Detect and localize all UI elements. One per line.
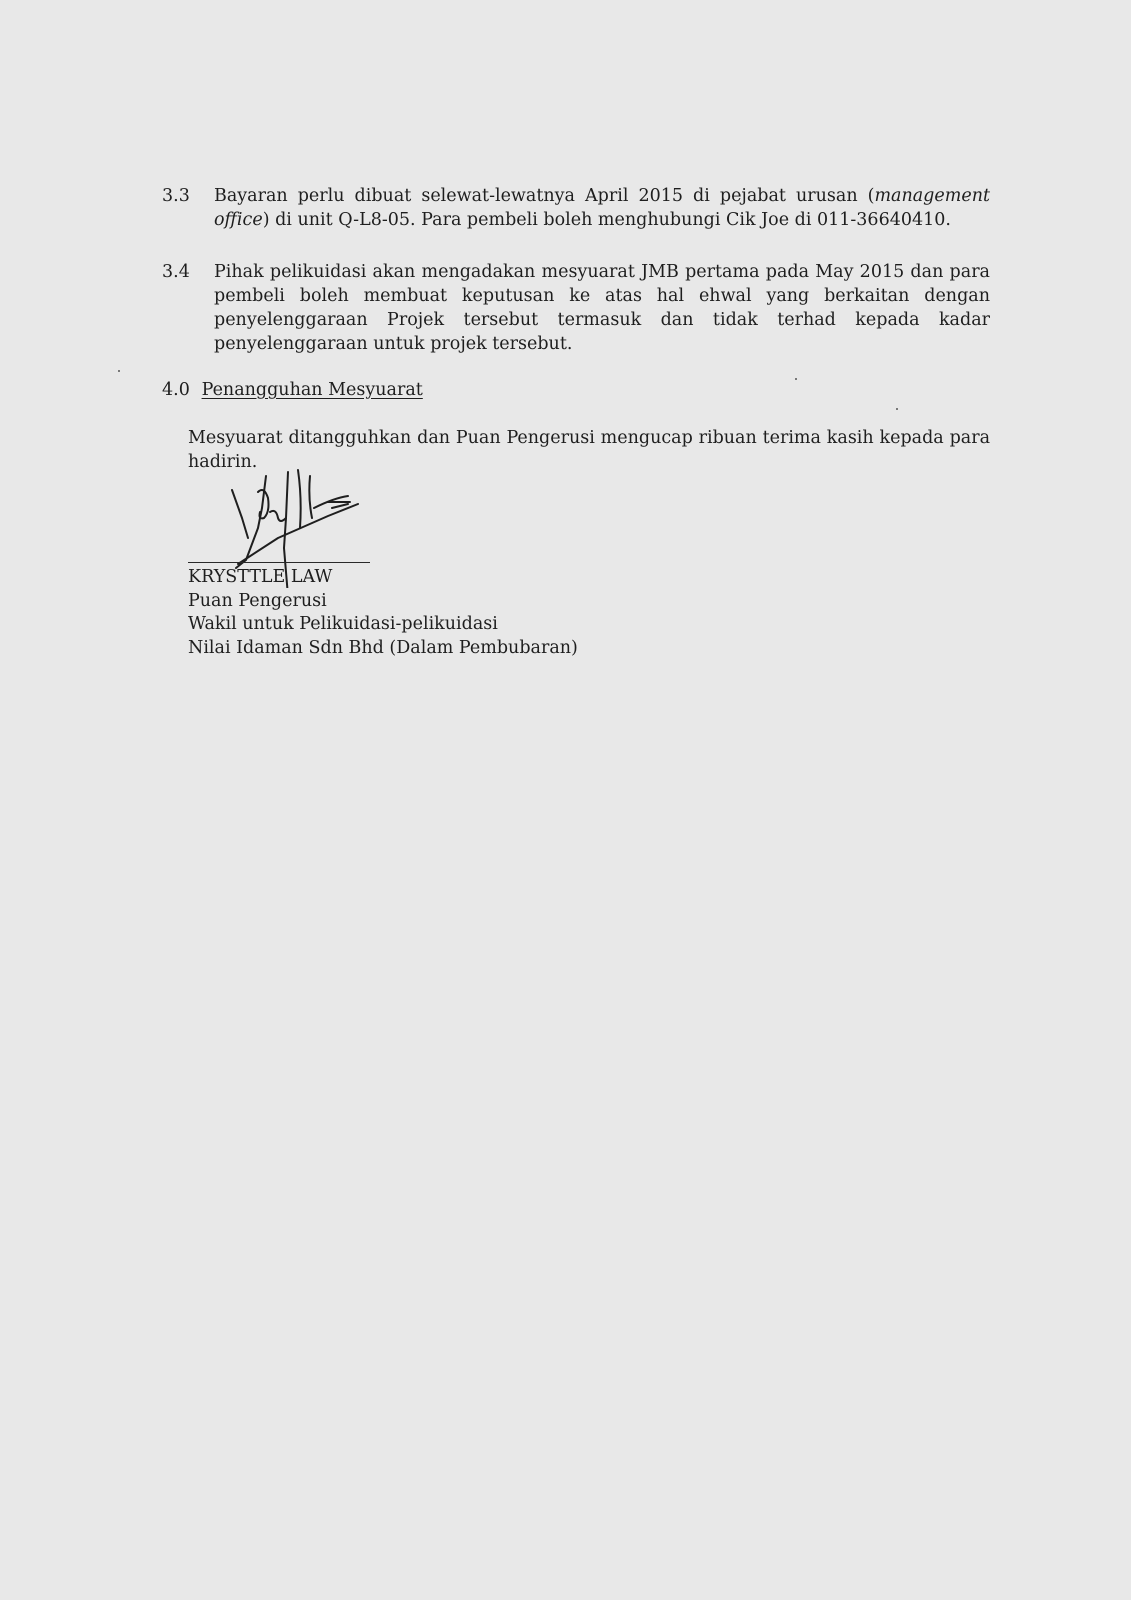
clause-text-part: ) di unit Q-L8-05. Para pembeli boleh menghubungi Cik Joe di 011-36640410. <box>262 210 951 230</box>
signatory-block <box>188 566 578 660</box>
section-title: Penangguhan Mesyuarat <box>201 380 423 400</box>
clause-text: Pihak pelikuidasi akan mengadakan mesyuarat JMB pertama pada May 2015 dan para pembeli boleh membuat keputusan ke atas hal ehwal yang berkaitan dengan penyelenggaraan Projek tersebut termasuk dan tidak terhad kepada kadar penyelenggaraan untuk projek tersebut. <box>214 262 990 354</box>
scan-speck <box>118 370 120 372</box>
signatory-name: KRYSTTLE LAW <box>188 567 333 587</box>
section-number: 4.0 <box>162 380 190 400</box>
signatory-company: Nilai Idaman Sdn Bhd (Dalam Pembubaran) <box>188 637 578 658</box>
clause-text-part: Bayaran perlu dibuat selewat-lewatnya April 2015 di pejabat urusan ( <box>214 186 875 206</box>
signatory-role: Wakil untuk Pelikuidasi-pelikuidasi <box>188 614 498 634</box>
scan-speck <box>795 378 797 380</box>
clause-number: 3.4 <box>162 262 190 282</box>
clause-text-italic: management office <box>214 186 990 230</box>
clause-text <box>214 184 990 232</box>
scan-speck <box>896 408 898 410</box>
signatory-title: Puan Pengerusi <box>188 590 327 611</box>
section-heading <box>162 378 423 402</box>
signature-line <box>188 562 370 563</box>
closing-paragraph: Mesyuarat ditangguhkan dan Puan Pengerusi mengucap ribuan terima kasih kepada para hadirin. <box>188 428 990 472</box>
clause-number: 3.3 <box>162 186 190 206</box>
